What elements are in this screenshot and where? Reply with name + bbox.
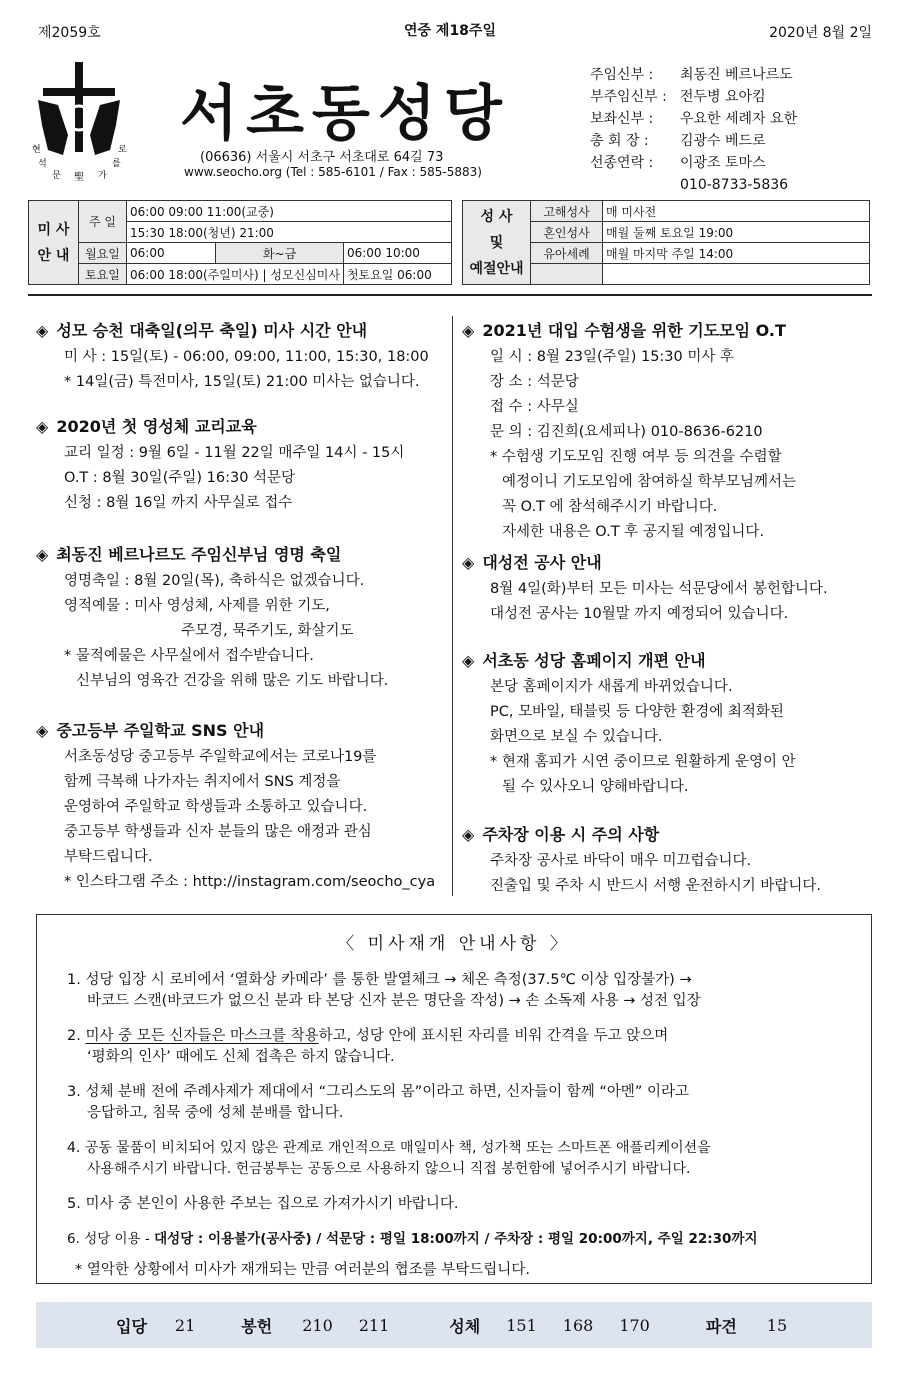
article-line: 신부님의 영육간 건강을 위해 많은 기도 바랍니다. — [76, 673, 389, 689]
cross-hands-icon — [28, 60, 138, 185]
diamond-bullet-icon: ◈ — [462, 321, 475, 340]
diamond-bullet-icon: ◈ — [36, 417, 49, 436]
weekday-time: 06:00 10:00 — [343, 243, 451, 264]
communion-count: 168 — [562, 1315, 594, 1335]
staff-row: 보좌신부 : 우요한 세례자 요한 — [590, 111, 798, 127]
notice-item: 5. 미사 중 본인이 사용한 주보는 집으로 가져가시기 바랍니다. — [67, 1196, 459, 1212]
weekday-label: 화~금 — [216, 243, 344, 264]
diamond-bullet-icon: ◈ — [462, 825, 475, 844]
notice-item: 3. 성체 분배 전에 주례사제가 제대에서 “그리스도의 몸”이라고 하면, 신자들이 함께 “아멘” 이라고 응답하고, 침묵 중에 성체 분배를 합니다. — [67, 1084, 690, 1121]
article-line: * 현재 홈피가 시연 중이므로 원활하게 운영이 안 — [490, 754, 796, 770]
svg-text:가: 가 — [98, 171, 107, 181]
mary-time: 첫토요일 06:00 — [343, 264, 451, 285]
staff-list — [590, 64, 797, 196]
svg-text:를: 를 — [112, 159, 121, 169]
notice-item: 1. 성당 입장 시 로비에서 ‘열화상 카메라’ 를 통한 발열체크 → 체온 측정(37.5℃ 이상 입장불가) → 바코드 스캔(바코드가 없으신 분과 타 본당 신자 분은 명단을 작성) → 손 소독제 사용 → 성전 입장 — [67, 972, 701, 1009]
empty-cell — [603, 264, 870, 285]
liturgical-week: 연중 제18주일 — [404, 23, 496, 39]
article-line: 일 시 : 8월 23일(주일) 15:30 미사 후 — [490, 349, 734, 365]
article-line: 영명축일 : 8월 20일(목), 축하식은 없겠습니다. — [64, 573, 365, 589]
notice-item: 4. 공동 물품이 비치되어 있지 않은 관계로 개인적으로 매일미사 책, 성가책 또는 스마트폰 애플리케이션을 사용해주시기 바랍니다. 헌금봉투는 공동으로 사용하지 않으니 직접 봉헌함에 넣어주시기 바랍니다. — [67, 1140, 711, 1177]
notice-footnote: * 열악한 상황에서 미사가 재개되는 만큼 여러분의 협조를 부탁드립니다. — [75, 1262, 530, 1278]
article-line: 장 소 : 석문당 — [490, 374, 579, 390]
communion-count: 151 — [506, 1315, 537, 1335]
mask-requirement: 미사 중 모든 신자들은 마스크를 착용 — [85, 1028, 319, 1044]
article-first-communion — [36, 414, 456, 516]
entry-label: 입당 — [116, 1316, 147, 1336]
offering-label: 봉헌 — [241, 1316, 273, 1336]
dismissal-count: 15 — [766, 1315, 788, 1335]
article-sns — [36, 718, 456, 895]
saturday-label: 토요일 — [79, 264, 127, 285]
article-line: 서초동성당 중고등부 주일학교에서는 코로나19를 — [64, 749, 377, 765]
article-line: 영적예물 : 미사 영성체, 사제를 위한 기도, — [64, 598, 330, 614]
article-line: * 수험생 기도모임 진행 여부 등 의견을 수렴할 — [490, 449, 782, 465]
article-line: O.T : 8월 30일(주일) 16:30 석문당 — [64, 470, 296, 486]
sacrament-value: 매월 둘째 토요일 19:00 — [603, 222, 870, 243]
header-divider — [28, 294, 872, 296]
staff-row: 주임신부 : 최동진 베르나르도 — [590, 67, 793, 83]
article-line: 꼭 O.T 에 참석해주시기 바랍니다. — [502, 499, 718, 515]
issue-number: 제2059호 — [38, 25, 101, 41]
article-title: ◈ 중고등부 주일학교 SNS 안내 — [36, 721, 265, 740]
article-line: 예정이니 기도모임에 참여하실 학부모님께서는 — [502, 474, 796, 490]
sacrament-value: 매월 마지막 주일 14:00 — [603, 243, 870, 264]
mass-schedule-table — [28, 200, 452, 285]
article-line: * 14일(금) 특전미사, 15일(토) 21:00 미사는 없습니다. — [64, 374, 420, 390]
communion-label: 성체 — [449, 1316, 481, 1336]
offering-count: 211 — [358, 1315, 390, 1335]
article-title: ◈ 2020년 첫 영성체 교리교육 — [36, 417, 257, 436]
sacrament-table-header: 성 사 및 예절안내 — [463, 201, 531, 285]
staff-row: 총 회 장 : 김광수 베드로 — [590, 133, 766, 149]
parish-title: 서초동성당 — [180, 79, 510, 149]
issue-date: 2020년 8월 2일 — [769, 25, 872, 41]
notice-list — [37, 970, 871, 1250]
article-line: 접 수 : 사무실 — [490, 399, 579, 415]
svg-text:문: 문 — [52, 171, 61, 181]
article-feast-day — [36, 542, 456, 694]
sunday-times-1: 06:00 09:00 11:00(교중) — [127, 201, 452, 222]
article-line: 주차장 공사로 바닥이 매우 미끄럽습니다. — [490, 853, 752, 869]
article-line: 진출입 및 주차 시 반드시 서행 운전하시기 바랍니다. — [490, 878, 822, 894]
article-line: 운영하여 주일학교 학생들과 소통하고 있습니다. — [64, 799, 368, 815]
attendance-stats — [36, 1302, 872, 1348]
svg-text:聖: 聖 — [74, 172, 84, 183]
dismissal-label: 파견 — [705, 1316, 737, 1336]
article-title: ◈ 최동진 베르나르도 주임신부님 영명 축일 — [36, 545, 342, 564]
diamond-bullet-icon: ◈ — [36, 545, 49, 564]
offering-count: 210 — [302, 1315, 333, 1335]
staff-row: 선종연락 : 이광조 토마스 — [590, 155, 766, 171]
notice-title: 〈 미사재개 안내사항 〉 — [337, 934, 571, 954]
instagram-link[interactable]: * 인스타그램 주소 : http://instagram.com/seocho_cya — [64, 874, 436, 890]
staff-row: 010-8733-5836 — [680, 177, 789, 193]
article-construction — [462, 550, 882, 627]
svg-text:석: 석 — [38, 159, 47, 169]
article-line: 본당 홈페이지가 새롭게 바뀌었습니다. — [490, 679, 733, 695]
article-line: 미 사 : 15일(토) - 06:00, 09:00, 11:00, 15:30, 18:00 — [64, 349, 429, 365]
article-title: ◈ 서초동 성당 홈페이지 개편 안내 — [462, 651, 706, 670]
article-title: ◈ 주차장 이용 시 주의 사항 — [462, 825, 660, 844]
article-title: ◈ 대성전 공사 안내 — [462, 553, 602, 572]
mass-resumption-notice — [36, 914, 872, 1284]
svg-text:현: 현 — [32, 145, 41, 155]
monday-time: 06:00 — [127, 243, 216, 264]
article-line: 자세한 내용은 O.T 후 공지될 예정입니다. — [502, 524, 765, 540]
entry-count: 21 — [174, 1315, 196, 1335]
article-line: 교리 일정 : 9월 6일 - 11월 22일 매주일 14시 - 15시 — [64, 445, 405, 461]
parish-address: (06636) 서울시 서초구 서초대로 64길 73 — [200, 150, 444, 165]
diamond-bullet-icon: ◈ — [462, 651, 475, 670]
article-homepage — [462, 648, 882, 800]
sacrament-table — [462, 200, 870, 285]
article-line: 대성전 공사는 10월말 까지 예정되어 있습니다. — [490, 606, 789, 622]
sacrament-value: 매 미사전 — [603, 201, 870, 222]
article-assumption — [36, 318, 456, 395]
staff-row: 부주임신부 : 전두병 요아킴 — [590, 89, 766, 105]
article-line: 화면으로 보실 수 있습니다. — [490, 729, 663, 745]
sacrament-label: 유아세례 — [531, 243, 603, 264]
parish-logo — [28, 60, 138, 185]
communion-count: 170 — [619, 1315, 650, 1335]
article-line: 신청 : 8월 16일 까지 사무실로 접수 — [64, 495, 293, 511]
saturday-time: 06:00 18:00(주일미사) | 성모신심미사 — [127, 264, 344, 285]
article-parking — [462, 822, 882, 899]
article-line: 함께 극복해 나가자는 취지에서 SNS 계정을 — [64, 774, 341, 790]
article-line: 중고등부 학생들과 신자 분들의 많은 애정과 관심 — [64, 824, 372, 840]
article-title: ◈ 2021년 대입 수험생을 위한 기도모임 O.T — [462, 321, 786, 340]
article-line: 주모경, 묵주기도, 화살기도 — [181, 623, 354, 639]
mass-table-header: 미 사 안 내 — [29, 201, 79, 285]
sunday-times-2: 15:30 18:00(청년) 21:00 — [127, 222, 452, 243]
diamond-bullet-icon: ◈ — [36, 321, 49, 340]
sunday-label: 주 일 — [79, 201, 127, 243]
article-line: PC, 모바일, 태블릿 등 다양한 환경에 최적화된 — [490, 704, 784, 720]
diamond-bullet-icon: ◈ — [36, 721, 49, 740]
empty-cell — [531, 264, 603, 285]
article-line: * 물적예물은 사무실에서 접수받습니다. — [64, 648, 314, 664]
article-line: 될 수 있사오니 양해바랍니다. — [502, 779, 689, 795]
article-title: ◈ 성모 승천 대축일(의무 축일) 미사 시간 안내 — [36, 321, 368, 340]
notice-item: 6. 성당 이용 - 대성당 : 이용불가(공사중) / 석문당 : 평일 18:00까지 / 주차장 : 평일 20:00까지, 주일 22:30까지 — [67, 1231, 758, 1247]
monday-label: 월요일 — [79, 243, 127, 264]
facility-hours: 대성당 : 이용불가(공사중) / 석문당 : 평일 18:00까지 / 주차장 : 평일 20:00까지, 주일 22:30까지 — [154, 1231, 758, 1247]
article-exam-prayer — [462, 318, 882, 545]
article-line: 8월 4일(화)부터 모든 미사는 석문당에서 봉헌합니다. — [490, 581, 828, 597]
sacrament-label: 고해성사 — [531, 201, 603, 222]
article-line: 문 의 : 김진희(요세피나) 010-8636-6210 — [490, 424, 763, 440]
sacrament-label: 혼인성사 — [531, 222, 603, 243]
parish-contact: www.seocho.org (Tel : 585-6101 / Fax : 585-5883) — [184, 165, 482, 179]
article-line: 부탁드립니다. — [64, 849, 153, 865]
svg-text:로: 로 — [118, 145, 127, 155]
notice-item: 2. 미사 중 모든 신자들은 마스크를 착용하고, 성당 안에 표시된 자리를 비워 간격을 두고 앉으며 ‘평화의 인사’ 때에도 신체 접촉은 하지 않습니다. — [67, 1028, 669, 1065]
diamond-bullet-icon: ◈ — [462, 553, 475, 572]
